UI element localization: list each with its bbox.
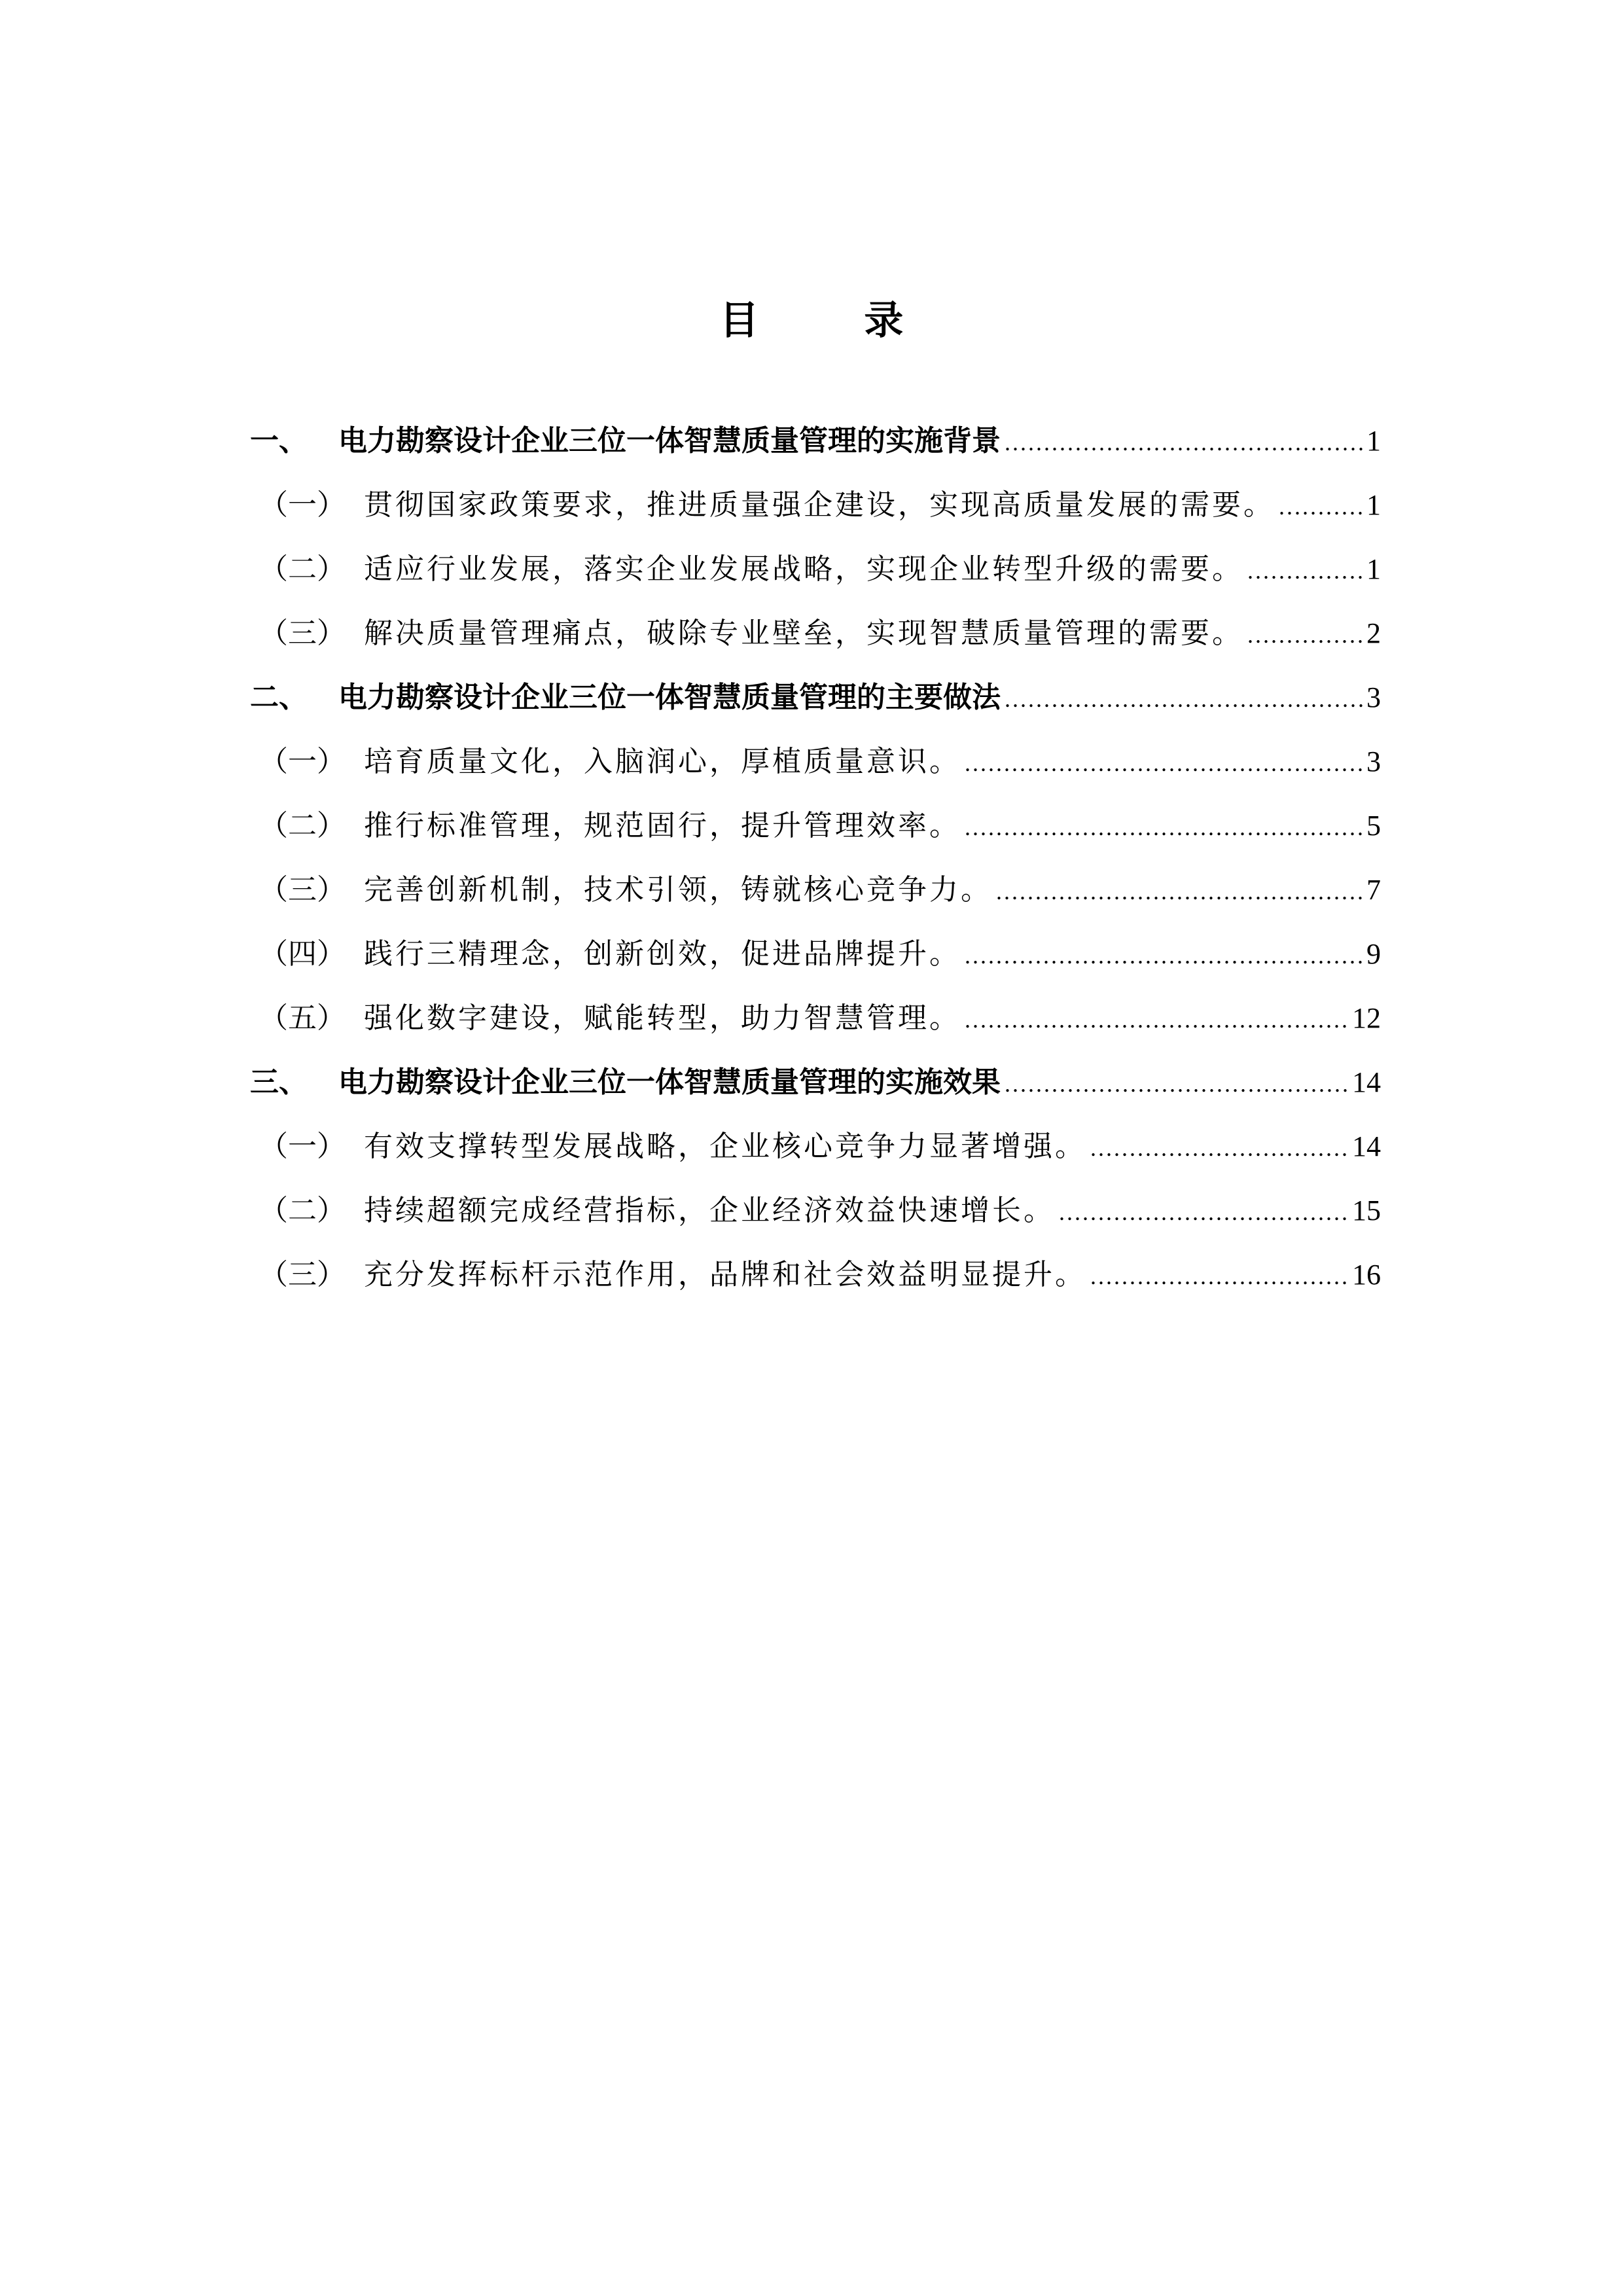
toc-subsection-entry[interactable]	[246, 794, 1381, 858]
toc-dot-leader	[1247, 539, 1363, 603]
toc-page-number: 7	[1366, 874, 1381, 906]
toc-dot-leader	[1279, 475, 1363, 539]
toc-entry-title: 持续超额完成经营指标，企业经济效益快速增长。	[364, 1194, 1055, 1227]
toc-entry-title: 贯彻国家政策要求，推进质量强企建设，实现高质量发展的需要。	[364, 488, 1275, 522]
toc-dot-leader	[1090, 1244, 1348, 1308]
toc-page-number: 15	[1352, 1194, 1381, 1227]
toc-page-number: 12	[1352, 1002, 1381, 1034]
toc-entry-title: 适应行业发展，落实企业发展战略，实现企业转型升级的需要。	[364, 552, 1243, 586]
toc-entry-number: 一、	[250, 424, 308, 457]
toc-dot-leader	[965, 988, 1348, 1052]
toc-entry-title: 充分发挥标杆示范作用，品牌和社会效益明显提升。	[364, 1258, 1086, 1291]
toc-list	[246, 409, 1381, 1307]
toc-page-number: 2	[1366, 617, 1381, 649]
toc-entry-number: （二）	[259, 809, 346, 842]
toc-entry-number: （三）	[259, 617, 346, 650]
toc-entry-title: 电力勘察设计企业三位一体智慧质量管理的实施效果	[338, 1066, 1001, 1099]
toc-entry-number: （一）	[259, 1130, 346, 1163]
toc-page-number: 3	[1366, 681, 1381, 713]
toc-entry-title: 有效支撑转型发展战略，企业核心竞争力显著增强。	[364, 1130, 1086, 1163]
toc-entry-title: 电力勘察设计企业三位一体智慧质量管理的主要做法	[338, 681, 1001, 714]
toc-entry-title: 培育质量文化，入脑润心，厚植质量意识。	[364, 745, 961, 778]
toc-page-number: 1	[1366, 425, 1381, 457]
toc-subsection-entry[interactable]	[246, 537, 1381, 601]
toc-dot-leader	[1090, 1116, 1348, 1180]
toc-dot-leader	[965, 795, 1363, 859]
toc-page-number: 16	[1352, 1259, 1381, 1291]
toc-entry-number: （一）	[259, 488, 346, 522]
toc-subsection-entry[interactable]	[246, 922, 1381, 986]
toc-page-number: 14	[1352, 1130, 1381, 1162]
toc-page-number: 9	[1366, 938, 1381, 970]
toc-subsection-entry[interactable]	[246, 730, 1381, 794]
toc-page-number: 1	[1366, 553, 1381, 585]
toc-dot-leader	[965, 731, 1363, 795]
toc-entry-number: （二）	[259, 552, 346, 586]
toc-section-entry[interactable]	[246, 409, 1381, 473]
toc-entry-title: 解决质量管理痛点，破除专业壁垒，实现智慧质量管理的需要。	[364, 617, 1243, 650]
toc-entry-number: （四）	[259, 937, 346, 971]
toc-dot-leader	[1247, 603, 1363, 667]
toc-section-entry[interactable]	[246, 666, 1381, 730]
toc-dot-leader	[965, 924, 1363, 988]
toc-entry-number: （五）	[259, 1001, 346, 1035]
toc-entry-number: （三）	[259, 873, 346, 906]
toc-dot-leader	[996, 859, 1363, 924]
toc-dot-leader	[1059, 1180, 1348, 1244]
toc-page-number: 5	[1366, 810, 1381, 842]
toc-subsection-entry[interactable]	[246, 1115, 1381, 1179]
toc-entry-number: （一）	[259, 745, 346, 778]
toc-dot-leader	[1005, 410, 1363, 475]
toc-title: 目 录	[719, 298, 950, 344]
toc-page-number: 3	[1366, 745, 1381, 778]
toc-subsection-entry[interactable]	[246, 473, 1381, 537]
toc-entry-title: 完善创新机制，技术引领，铸就核心竞争力。	[364, 873, 992, 906]
toc-subsection-entry[interactable]	[246, 1243, 1381, 1307]
toc-subsection-entry[interactable]	[246, 1179, 1381, 1243]
toc-subsection-entry[interactable]	[246, 601, 1381, 666]
toc-entry-title: 推行标准管理，规范固行，提升管理效率。	[364, 809, 961, 842]
toc-entry-number: 二、	[250, 681, 308, 714]
toc-entry-number: （三）	[259, 1258, 346, 1291]
toc-entry-number: （二）	[259, 1194, 346, 1227]
toc-page-number: 1	[1366, 489, 1381, 521]
toc-dot-leader	[1005, 667, 1363, 731]
toc-entry-number: 三、	[250, 1066, 308, 1099]
toc-page-number: 14	[1352, 1066, 1381, 1098]
toc-dot-leader	[1005, 1052, 1348, 1116]
toc-entry-title: 践行三精理念，创新创效，促进品牌提升。	[364, 937, 961, 971]
toc-entry-title: 强化数字建设，赋能转型，助力智慧管理。	[364, 1001, 961, 1035]
toc-subsection-entry[interactable]	[246, 858, 1381, 922]
toc-subsection-entry[interactable]	[246, 986, 1381, 1050]
toc-entry-title: 电力勘察设计企业三位一体智慧质量管理的实施背景	[338, 424, 1001, 457]
toc-section-entry[interactable]	[246, 1050, 1381, 1115]
